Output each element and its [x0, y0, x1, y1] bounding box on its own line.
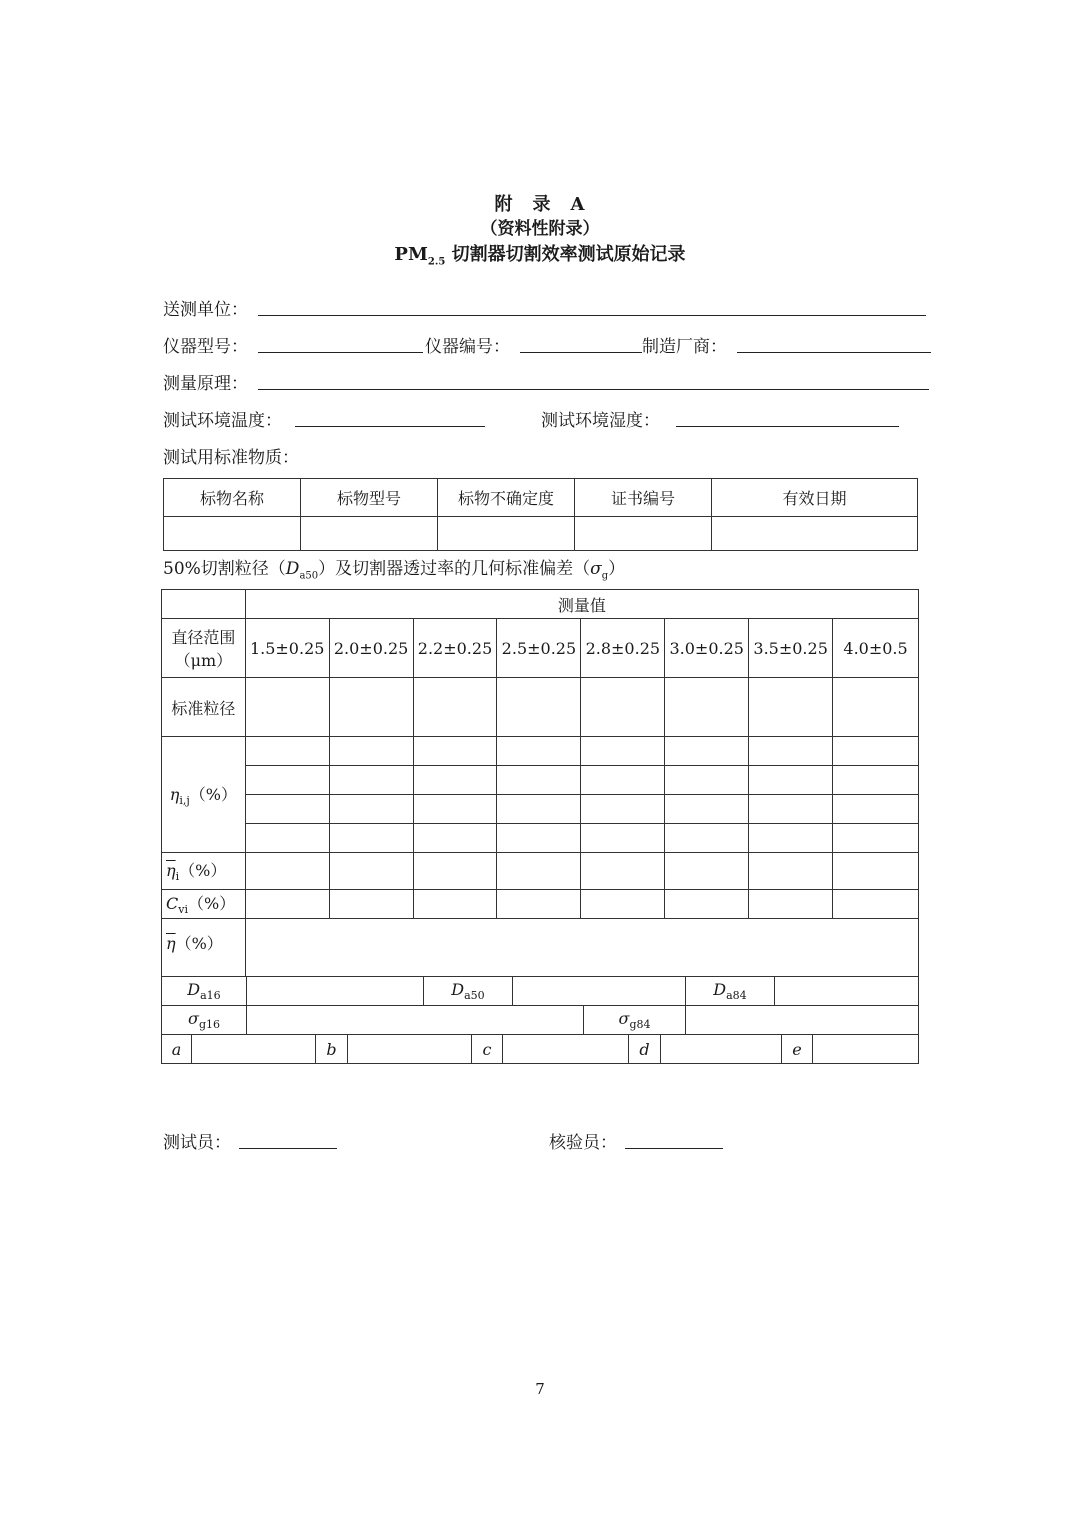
data-cell[interactable]: [833, 737, 919, 766]
humidity-label: 测试环境湿度：: [541, 411, 660, 431]
principle-field[interactable]: [258, 388, 929, 390]
sg84-value[interactable]: [686, 1006, 919, 1035]
data-cell[interactable]: [749, 890, 833, 919]
std-cell[interactable]: [575, 517, 712, 551]
unit-field[interactable]: [258, 314, 926, 316]
data-cell[interactable]: [245, 824, 329, 853]
humidity-field[interactable]: [676, 425, 899, 427]
range-value: 2.5±0.25: [497, 619, 581, 678]
data-cell[interactable]: [581, 737, 665, 766]
appendix-label: 附 录 A: [494, 194, 586, 215]
coefficient-table: [161, 1034, 919, 1064]
data-cell[interactable]: [497, 824, 581, 853]
data-cell[interactable]: [833, 795, 919, 824]
data-cell[interactable]: [245, 737, 329, 766]
range-value: 3.0±0.25: [665, 619, 749, 678]
eta-ij-label: $\eta_{i,j}(\%)$: [162, 737, 246, 853]
data-cell[interactable]: [497, 737, 581, 766]
std-header-date: 有效日期: [712, 479, 918, 517]
data-cell[interactable]: [413, 678, 497, 737]
cv-label: $C_{vi}(\%)$: [162, 890, 246, 919]
data-cell[interactable]: [833, 766, 919, 795]
measured-header: 测量值: [245, 590, 918, 619]
range-value: 2.8±0.25: [581, 619, 665, 678]
data-cell[interactable]: [749, 853, 833, 890]
std-header-uncertainty: 标物不确定度: [438, 479, 575, 517]
data-cell[interactable]: [833, 824, 919, 853]
data-cell[interactable]: [749, 737, 833, 766]
data-cell[interactable]: [329, 737, 413, 766]
data-cell[interactable]: [497, 678, 581, 737]
data-cell[interactable]: [245, 766, 329, 795]
data-cell[interactable]: [833, 853, 919, 890]
data-cell[interactable]: [329, 766, 413, 795]
data-cell[interactable]: [665, 853, 749, 890]
maker-field[interactable]: [737, 351, 931, 353]
data-cell[interactable]: [329, 795, 413, 824]
data-cell[interactable]: [665, 678, 749, 737]
model-field[interactable]: [258, 351, 423, 353]
data-cell[interactable]: [749, 678, 833, 737]
data-cell[interactable]: [497, 795, 581, 824]
data-cell[interactable]: [581, 824, 665, 853]
data-cell[interactable]: [329, 890, 413, 919]
model-label: 仪器型号：: [163, 337, 248, 357]
d16-value[interactable]: [247, 977, 424, 1006]
range-value: 1.5±0.25: [245, 619, 329, 678]
data-cell[interactable]: [497, 766, 581, 795]
data-cell[interactable]: [833, 678, 919, 737]
sg16-value[interactable]: [247, 1006, 584, 1035]
tester-field[interactable]: [239, 1147, 337, 1149]
data-cell[interactable]: [581, 678, 665, 737]
coef-d-label: d: [629, 1035, 661, 1064]
corner-cell: [162, 590, 246, 619]
data-cell[interactable]: [497, 890, 581, 919]
table-caption: 50%切割粒径$(D_{a50})$及切割器透过率的几何标准偏差$(\sigma_g)$: [163, 559, 626, 582]
data-cell[interactable]: [413, 824, 497, 853]
serial-field[interactable]: [520, 351, 642, 353]
data-cell[interactable]: [833, 890, 919, 919]
d84-label: $D_{a84}$: [686, 977, 775, 1006]
page-number: 7: [535, 1380, 545, 1398]
data-cell[interactable]: [665, 795, 749, 824]
range-value: 2.2±0.25: [413, 619, 497, 678]
range-label: 直径范围（μm）: [162, 619, 246, 678]
std-header-name: 标物名称: [164, 479, 301, 517]
coef-a-label: a: [162, 1035, 192, 1064]
std-header-model: 标物型号: [301, 479, 438, 517]
data-cell[interactable]: [749, 824, 833, 853]
data-cell[interactable]: [413, 795, 497, 824]
std-header-cert: 证书编号: [575, 479, 712, 517]
std-size-label: 标准粒径: [162, 678, 246, 737]
std-cell[interactable]: [438, 517, 575, 551]
data-cell[interactable]: [245, 678, 329, 737]
data-cell[interactable]: [329, 824, 413, 853]
data-cell[interactable]: [329, 853, 413, 890]
range-value: 3.5±0.25: [749, 619, 833, 678]
data-cell[interactable]: [245, 795, 329, 824]
data-cell[interactable]: [581, 853, 665, 890]
std-cell[interactable]: [712, 517, 918, 551]
d16-label: $D_{a16}$: [162, 977, 247, 1006]
d50-value[interactable]: [513, 977, 686, 1006]
coef-a-value[interactable]: [192, 1035, 316, 1064]
data-cell[interactable]: [329, 678, 413, 737]
page-title: $PM_{2.5}$ 切割器切割效率测试原始记录: [394, 244, 686, 268]
unit-label: 送测单位：: [163, 300, 248, 320]
coef-b-label: b: [316, 1035, 348, 1064]
sg16-label: $\sigma_{g16}$: [162, 1006, 247, 1035]
data-cell[interactable]: [665, 737, 749, 766]
std-material-table: [163, 478, 918, 551]
temp-label: 测试环境温度：: [163, 411, 282, 431]
range-value: 4.0±0.5: [833, 619, 919, 678]
data-cell[interactable]: [749, 795, 833, 824]
summary-table-b: [161, 1005, 919, 1035]
checker-label: 核验员：: [549, 1133, 617, 1153]
d84-value[interactable]: [775, 977, 919, 1006]
coef-c-value[interactable]: [503, 1035, 629, 1064]
tester-label: 测试员：: [163, 1133, 231, 1153]
eta-bar-value[interactable]: [245, 919, 918, 977]
data-cell[interactable]: [245, 853, 329, 890]
data-cell[interactable]: [581, 890, 665, 919]
principle-label: 测量原理：: [163, 374, 248, 394]
checker-field[interactable]: [625, 1147, 723, 1149]
coef-e-label: e: [782, 1035, 813, 1064]
temp-field[interactable]: [295, 425, 485, 427]
coef-c-label: c: [472, 1035, 503, 1064]
maker-label: 制造厂商：: [642, 337, 727, 357]
data-cell[interactable]: [749, 766, 833, 795]
data-cell[interactable]: [413, 853, 497, 890]
data-cell[interactable]: [413, 890, 497, 919]
appendix-type: （资料性附录）: [480, 219, 600, 239]
efficiency-table: [161, 589, 919, 977]
serial-label: 仪器编号：: [425, 337, 510, 357]
data-cell[interactable]: [413, 737, 497, 766]
summary-table-a: [161, 976, 919, 1006]
std-cell[interactable]: [164, 517, 301, 551]
coef-e-value[interactable]: [813, 1035, 919, 1064]
d50-label: $D_{a50}$: [424, 977, 513, 1006]
data-cell[interactable]: [665, 890, 749, 919]
eta-bar-label: $\overline{\eta}(\%)$: [162, 919, 246, 977]
data-cell[interactable]: [581, 795, 665, 824]
data-cell[interactable]: [413, 766, 497, 795]
std-cell[interactable]: [301, 517, 438, 551]
coef-d-value[interactable]: [661, 1035, 782, 1064]
eta-i-label: $\overline{\eta}_i(\%)$: [162, 853, 246, 890]
data-cell[interactable]: [497, 853, 581, 890]
data-cell[interactable]: [581, 766, 665, 795]
sg84-label: $\sigma_{g84}$: [584, 1006, 686, 1035]
data-cell[interactable]: [245, 890, 329, 919]
data-cell[interactable]: [665, 766, 749, 795]
range-value: 2.0±0.25: [329, 619, 413, 678]
coef-b-value[interactable]: [348, 1035, 472, 1064]
data-cell[interactable]: [665, 824, 749, 853]
std-label: 测试用标准物质：: [163, 448, 299, 468]
